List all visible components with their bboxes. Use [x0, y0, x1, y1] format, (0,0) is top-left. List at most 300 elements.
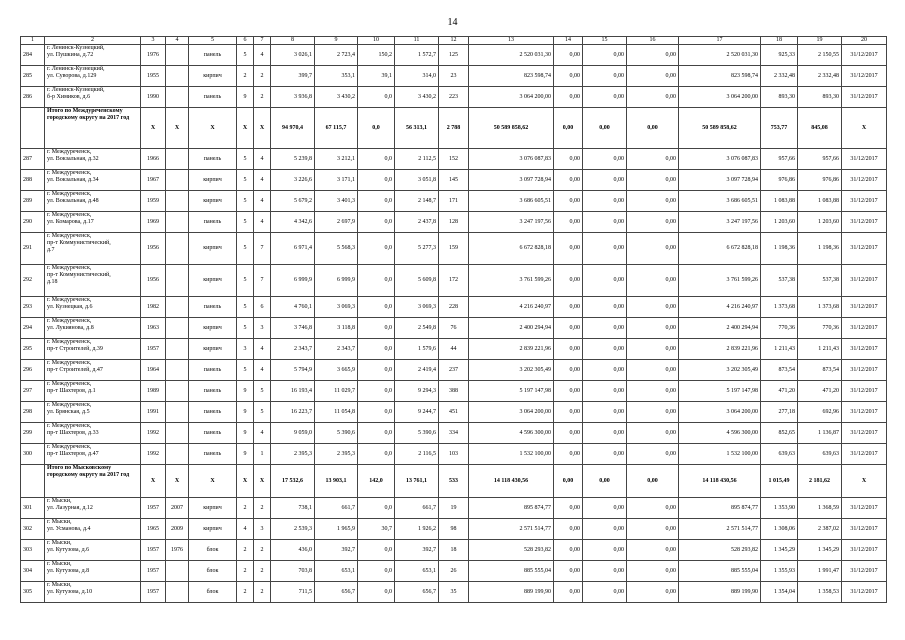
table-cell: 4 760,1	[271, 297, 315, 318]
table-row	[21, 66, 887, 87]
table-cell: 1976	[141, 45, 166, 66]
table-cell: блок	[189, 540, 237, 561]
table-cell: 142,0	[358, 465, 395, 498]
table-cell: 0,00	[627, 45, 679, 66]
table-cell: 4	[254, 191, 271, 212]
table-cell: 5 277,3	[395, 233, 439, 265]
table-cell: 957,66	[761, 149, 798, 170]
table-cell: 0,00	[627, 498, 679, 519]
table-cell: 0,00	[583, 540, 627, 561]
table-cell: 292	[21, 265, 45, 297]
table-cell: 537,38	[798, 265, 842, 297]
table-cell: 5 679,2	[271, 191, 315, 212]
table-cell: 873,54	[798, 360, 842, 381]
table-cell: 770,36	[798, 318, 842, 339]
table-cell: 290	[21, 212, 45, 233]
table-cell: 3 118,8	[315, 318, 358, 339]
table-cell: 31/12/2017	[842, 191, 887, 212]
table-cell: 895 874,77	[679, 498, 761, 519]
table-cell: 0,00	[554, 498, 583, 519]
table-cell: 14 118 430,56	[679, 465, 761, 498]
column-number-cell: 16	[627, 37, 679, 45]
table-cell: 3 076 087,83	[679, 149, 761, 170]
table-cell: Итого по Мысковскому городскому округу на 2017 год	[45, 465, 141, 498]
table-cell: 9 244,7	[395, 402, 439, 423]
table-cell: 31/12/2017	[842, 540, 887, 561]
table-cell: 711,5	[271, 582, 315, 603]
table-cell: X	[237, 465, 254, 498]
table-cell: 2 697,9	[315, 212, 358, 233]
table-cell: 1976	[166, 540, 189, 561]
table-cell: 2	[254, 66, 271, 87]
table-cell: 753,77	[761, 108, 798, 149]
table-cell: 301	[21, 498, 45, 519]
column-number-cell: 10	[358, 37, 395, 45]
table-cell: 3 064 200,00	[469, 402, 554, 423]
table-cell: X	[189, 108, 237, 149]
table-cell: г. Междуреченск, пр-т Шахтеров, д.1	[45, 381, 141, 402]
table-cell: 3 936,8	[271, 87, 315, 108]
table-cell: 2 723,4	[315, 45, 358, 66]
table-cell: 5	[237, 233, 254, 265]
table-cell: 299	[21, 423, 45, 444]
table-cell: 528 293,82	[679, 540, 761, 561]
table-row	[21, 149, 887, 170]
table-cell: 1991	[141, 402, 166, 423]
table-cell: 1 345,29	[761, 540, 798, 561]
table-cell: 17 532,6	[271, 465, 315, 498]
table-cell: 2 343,7	[315, 339, 358, 360]
table-row	[21, 519, 887, 540]
table-cell: 0,00	[627, 191, 679, 212]
table-cell: 3 064 200,00	[679, 87, 761, 108]
subtotal-row	[21, 465, 887, 498]
table-cell: 0,00	[583, 191, 627, 212]
table-cell: г. Междуреченск, пр-т Шахтеров, д.33	[45, 423, 141, 444]
table-cell: 0,0	[358, 360, 395, 381]
table-cell: 2	[237, 561, 254, 582]
table-cell: 3 097 728,94	[469, 170, 554, 191]
table-cell: г. Ленинск-Кузнецкий, б-р Химиков, д.6	[45, 87, 141, 108]
table-cell: 1 353,90	[761, 498, 798, 519]
table-cell: 9	[237, 444, 254, 465]
table-cell: 31/12/2017	[842, 170, 887, 191]
table-cell: 3	[254, 519, 271, 540]
table-cell: 893,30	[761, 87, 798, 108]
table-cell: 0,00	[554, 265, 583, 297]
table-cell: 1957	[141, 498, 166, 519]
table-cell: 0,00	[583, 45, 627, 66]
table-cell: 5	[254, 381, 271, 402]
table-cell	[166, 402, 189, 423]
table-cell: кирпич	[189, 66, 237, 87]
table-cell: панель	[189, 444, 237, 465]
table-row	[21, 170, 887, 191]
table-cell: 19	[439, 498, 469, 519]
table-cell: 0,00	[554, 108, 583, 149]
table-cell: 285	[21, 66, 45, 87]
table-cell: 159	[439, 233, 469, 265]
table-cell: 0,00	[583, 170, 627, 191]
table-cell: 2	[254, 540, 271, 561]
table-cell: 533	[439, 465, 469, 498]
table-cell: 0,00	[627, 360, 679, 381]
table-cell: г. Мыски, ул. Лазурная, д.12	[45, 498, 141, 519]
table-cell: 103	[439, 444, 469, 465]
table-cell: 1 532 100,00	[679, 444, 761, 465]
table-cell: кирпич	[189, 265, 237, 297]
table-cell: 16 223,7	[271, 402, 315, 423]
table-cell: 3 226,6	[271, 170, 315, 191]
table-row	[21, 360, 887, 381]
table-cell: 31/12/2017	[842, 87, 887, 108]
table-cell: 2 839 221,96	[469, 339, 554, 360]
table-cell: 289	[21, 191, 45, 212]
table-cell: панель	[189, 87, 237, 108]
table-cell: 286	[21, 87, 45, 108]
table-cell: 925,33	[761, 45, 798, 66]
column-number-cell: 14	[554, 37, 583, 45]
table-cell: 392,7	[315, 540, 358, 561]
table-cell: 291	[21, 233, 45, 265]
table-cell	[166, 444, 189, 465]
table-cell	[166, 170, 189, 191]
column-number-cell: 13	[469, 37, 554, 45]
table-cell: 31/12/2017	[842, 561, 887, 582]
table-row	[21, 45, 887, 66]
table-cell: 1 083,88	[761, 191, 798, 212]
table-cell: 35	[439, 582, 469, 603]
column-number-cell: 6	[237, 37, 254, 45]
table-cell: 2 520 031,30	[679, 45, 761, 66]
table-cell: 2007	[166, 498, 189, 519]
table-cell: 873,54	[761, 360, 798, 381]
table-cell: 1 373,68	[761, 297, 798, 318]
table-cell: 661,7	[315, 498, 358, 519]
table-cell: 237	[439, 360, 469, 381]
table-row	[21, 381, 887, 402]
table-cell: 31/12/2017	[842, 149, 887, 170]
table-cell: 5 197 147,98	[469, 381, 554, 402]
table-cell: 5 609,8	[395, 265, 439, 297]
table-cell: 0,00	[583, 233, 627, 265]
table-cell: 295	[21, 339, 45, 360]
table-cell: 0,0	[358, 265, 395, 297]
table-cell: 0,00	[583, 498, 627, 519]
table-cell: 0,00	[583, 402, 627, 423]
table-cell: 0,00	[583, 444, 627, 465]
table-cell: 26	[439, 561, 469, 582]
table-cell: 0,00	[627, 233, 679, 265]
table-cell: 1 198,36	[761, 233, 798, 265]
table-cell: 3 430,2	[315, 87, 358, 108]
table-cell: панель	[189, 149, 237, 170]
table-cell: 2 181,62	[798, 465, 842, 498]
table-cell: кирпич	[189, 519, 237, 540]
table-cell: 13 761,1	[395, 465, 439, 498]
column-number-cell: 4	[166, 37, 189, 45]
table-cell: 5	[237, 297, 254, 318]
table-cell: 895 874,77	[469, 498, 554, 519]
table-cell: 889 199,90	[679, 582, 761, 603]
table-cell: 2 419,4	[395, 360, 439, 381]
table-cell: 1 136,87	[798, 423, 842, 444]
table-cell: 4	[254, 339, 271, 360]
table-cell: 31/12/2017	[842, 498, 887, 519]
table-cell: 392,7	[395, 540, 439, 561]
table-cell: 0,00	[627, 212, 679, 233]
table-cell: 2 343,7	[271, 339, 315, 360]
table-cell: 0,00	[627, 108, 679, 149]
table-cell: 31/12/2017	[842, 423, 887, 444]
table-cell: X	[254, 108, 271, 149]
table-cell: 2	[254, 87, 271, 108]
table-cell: 5 794,9	[271, 360, 315, 381]
table-cell	[166, 45, 189, 66]
table-cell: 98	[439, 519, 469, 540]
table-cell: 1 083,88	[798, 191, 842, 212]
table-cell: 0,00	[627, 582, 679, 603]
table-cell: 1957	[141, 339, 166, 360]
table-cell: 0,0	[358, 149, 395, 170]
table-cell: 388	[439, 381, 469, 402]
table-cell: 228	[439, 297, 469, 318]
table-cell: 31/12/2017	[842, 582, 887, 603]
table-cell: 0,00	[627, 519, 679, 540]
table-cell: 14 118 430,56	[469, 465, 554, 498]
table-cell: кирпич	[189, 318, 237, 339]
column-number-cell: 11	[395, 37, 439, 45]
table-cell: 1957	[141, 582, 166, 603]
table-cell: 0,00	[583, 87, 627, 108]
table-cell: 1 373,68	[798, 297, 842, 318]
table-cell: 0,00	[554, 339, 583, 360]
table-cell: 471,20	[761, 381, 798, 402]
table-cell: 1966	[141, 149, 166, 170]
table-cell: 4 596 300,00	[679, 423, 761, 444]
table-cell: г. Ленинск-Кузнецкий, ул. Пушкина, д.72	[45, 45, 141, 66]
column-number-cell: 18	[761, 37, 798, 45]
table-cell: 9 059,0	[271, 423, 315, 444]
table-cell: г. Мыски, ул. Кутузова, д.10	[45, 582, 141, 603]
table-cell: 1 354,04	[761, 582, 798, 603]
table-cell: 0,0	[358, 339, 395, 360]
table-cell: 0,00	[583, 339, 627, 360]
table-cell: 94 970,4	[271, 108, 315, 149]
table-cell: 2 332,48	[798, 66, 842, 87]
table-cell: 0,00	[554, 423, 583, 444]
table-cell: 0,00	[627, 402, 679, 423]
table-cell: 0,00	[627, 423, 679, 444]
table-cell: 2 150,55	[798, 45, 842, 66]
table-cell: 0,00	[627, 265, 679, 297]
table-cell: блок	[189, 561, 237, 582]
table-cell: 3 026,1	[271, 45, 315, 66]
table-cell: 3 746,8	[271, 318, 315, 339]
table-cell: 2	[237, 498, 254, 519]
table-cell: 0,0	[358, 233, 395, 265]
table-cell: 4 216 240,97	[679, 297, 761, 318]
table-cell: 537,38	[761, 265, 798, 297]
table-cell: 703,8	[271, 561, 315, 582]
table-cell: 4 596 300,00	[469, 423, 554, 444]
table-cell: 31/12/2017	[842, 212, 887, 233]
table-cell: X	[842, 108, 887, 149]
housing-table	[20, 36, 887, 603]
table-cell: 4	[254, 423, 271, 444]
table-cell: г. Междуреченск, ул. Вокзальная, д.48	[45, 191, 141, 212]
table-cell: 50 589 858,62	[679, 108, 761, 149]
table-cell: 1955	[141, 66, 166, 87]
table-cell: 1989	[141, 381, 166, 402]
table-cell: 31/12/2017	[842, 318, 887, 339]
table-cell: панель	[189, 402, 237, 423]
table-cell: панель	[189, 212, 237, 233]
table-cell: 5 390,6	[395, 423, 439, 444]
table-cell: 0,00	[627, 444, 679, 465]
table-cell: 353,1	[315, 66, 358, 87]
table-cell: 6 672 828,18	[469, 233, 554, 265]
table-cell: 5 239,8	[271, 149, 315, 170]
table-cell: 1967	[141, 170, 166, 191]
table-cell: 1 579,6	[395, 339, 439, 360]
table-cell: 692,96	[798, 402, 842, 423]
table-cell: 0,00	[627, 87, 679, 108]
table-cell	[166, 87, 189, 108]
table-cell: 0,00	[583, 582, 627, 603]
table-cell: 0,00	[627, 170, 679, 191]
table-cell: 2	[254, 498, 271, 519]
table-cell: 0,00	[554, 402, 583, 423]
table-cell: X	[141, 465, 166, 498]
table-cell: 0,00	[627, 561, 679, 582]
table-cell: 304	[21, 561, 45, 582]
table-cell: 23	[439, 66, 469, 87]
table-cell: 298	[21, 402, 45, 423]
table-row	[21, 265, 887, 297]
table-cell: 9	[237, 402, 254, 423]
table-cell: 1 203,60	[761, 212, 798, 233]
table-cell	[166, 561, 189, 582]
table-cell: 2 116,5	[395, 444, 439, 465]
table-cell: кирпич	[189, 233, 237, 265]
table-cell: 1959	[141, 191, 166, 212]
table-cell: 31/12/2017	[842, 233, 887, 265]
table-cell: 4 216 240,97	[469, 297, 554, 318]
table-cell: 9	[237, 381, 254, 402]
table-cell: 653,1	[395, 561, 439, 582]
table-cell: 5 197 147,98	[679, 381, 761, 402]
table-cell: 1965	[141, 519, 166, 540]
table-cell: г. Междуреченск, пр-т Коммунистический, д.7	[45, 233, 141, 265]
table-cell: 294	[21, 318, 45, 339]
column-number-cell: 17	[679, 37, 761, 45]
table-cell: 2 437,8	[395, 212, 439, 233]
table-cell: 0,00	[554, 170, 583, 191]
table-cell: 653,1	[315, 561, 358, 582]
table-cell: 6	[254, 297, 271, 318]
table-cell: 2 395,3	[271, 444, 315, 465]
table-cell: 2 400 294,94	[679, 318, 761, 339]
table-cell: 2 387,02	[798, 519, 842, 540]
table-cell: 125	[439, 45, 469, 66]
table-cell: г. Междуреченск, ул. Брянская, д.5	[45, 402, 141, 423]
table-cell: 2 539,3	[271, 519, 315, 540]
table-cell: 2 520 031,30	[469, 45, 554, 66]
table-cell: 5	[237, 212, 254, 233]
table-cell: 145	[439, 170, 469, 191]
table-cell: 3 247 197,56	[679, 212, 761, 233]
table-cell: 0,00	[583, 423, 627, 444]
table-cell	[21, 465, 45, 498]
table-cell: 3 064 200,00	[679, 402, 761, 423]
table-cell: панель	[189, 423, 237, 444]
table-cell: Итого по Междуреченскому городскому округу на 2017 год	[45, 108, 141, 149]
table-cell: г. Междуреченск, ул. Вокзальная, д.32	[45, 149, 141, 170]
table-cell: 4 342,6	[271, 212, 315, 233]
table-cell: 11 054,8	[315, 402, 358, 423]
table-cell: 3 064 200,00	[469, 87, 554, 108]
table-cell: 1 198,36	[798, 233, 842, 265]
table-cell: 0,00	[583, 381, 627, 402]
table-cell: 2 571 514,77	[469, 519, 554, 540]
table-cell: 31/12/2017	[842, 265, 887, 297]
table-cell: X	[189, 465, 237, 498]
column-number-cell: 12	[439, 37, 469, 45]
table-cell: 845,08	[798, 108, 842, 149]
table-cell: X	[842, 465, 887, 498]
table-cell: 0,00	[554, 360, 583, 381]
table-cell: 0,00	[583, 149, 627, 170]
table-cell: 284	[21, 45, 45, 66]
column-number-cell: 1	[21, 37, 45, 45]
table-cell: 5	[237, 360, 254, 381]
table-cell: 4	[254, 149, 271, 170]
table-cell: г. Междуреченск, пр-т Строителей, д.39	[45, 339, 141, 360]
table-cell: 1 211,43	[761, 339, 798, 360]
table-cell: 0,00	[583, 66, 627, 87]
table-cell: 44	[439, 339, 469, 360]
table-cell: 3 430,2	[395, 87, 439, 108]
table-cell: 3 097 728,94	[679, 170, 761, 191]
table-cell: 334	[439, 423, 469, 444]
table-cell: 1982	[141, 297, 166, 318]
table-cell: 0,00	[627, 465, 679, 498]
table-cell: 7	[254, 233, 271, 265]
table-cell: 0,00	[627, 297, 679, 318]
table-cell: 31/12/2017	[842, 66, 887, 87]
table-cell: 4	[254, 170, 271, 191]
table-cell: 0,00	[554, 381, 583, 402]
table-cell	[166, 318, 189, 339]
table-cell: 1 368,59	[798, 498, 842, 519]
table-cell	[166, 381, 189, 402]
table-row	[21, 191, 887, 212]
table-row	[21, 233, 887, 265]
table-cell: 3 401,3	[315, 191, 358, 212]
table-cell: кирпич	[189, 170, 237, 191]
table-cell: X	[166, 108, 189, 149]
table-cell: 5	[237, 149, 254, 170]
table-cell: 2009	[166, 519, 189, 540]
table-cell: 893,30	[798, 87, 842, 108]
table-cell: 302	[21, 519, 45, 540]
table-cell: 0,00	[583, 465, 627, 498]
table-cell: 823 598,74	[469, 66, 554, 87]
table-row	[21, 297, 887, 318]
table-cell: 0,00	[627, 339, 679, 360]
column-number-cell: 20	[842, 37, 887, 45]
